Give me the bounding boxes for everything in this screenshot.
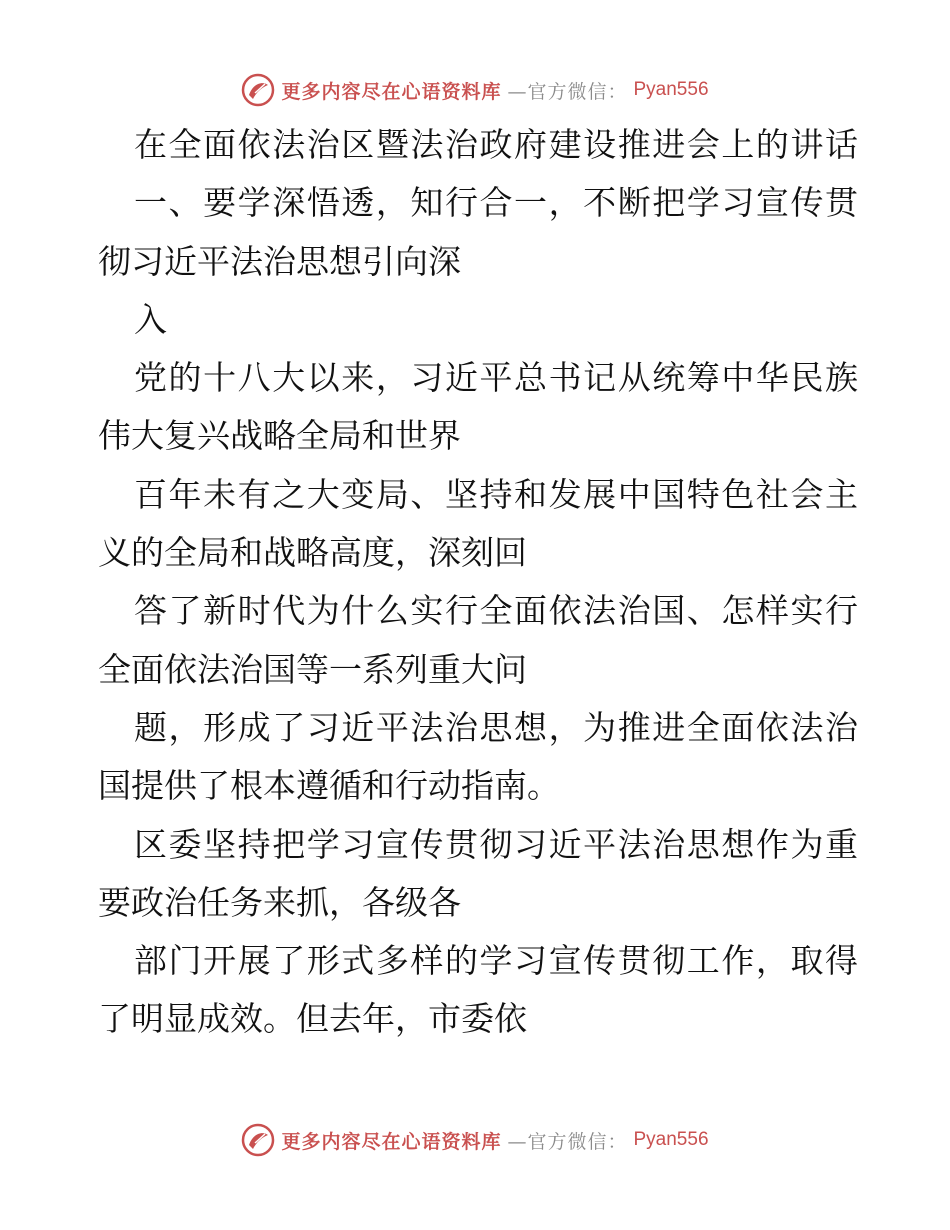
paragraph-line: 伟大复兴战略全局和世界: [98, 416, 461, 456]
library-logo-icon: [241, 1123, 275, 1157]
section-heading: 一、要学深悟透，知行合一，不断把学习宣传贯: [134, 183, 858, 223]
banner-separator: —官方微信：: [507, 1130, 628, 1153]
paragraph-line: 题，形成了习近平法治思想，为推进全面依法治: [134, 707, 858, 747]
paragraph-line: 党的十八大以来，习近平总书记从统筹中华民族: [134, 358, 858, 398]
document-title: 在全面依法治区暨法治政府建设推进会上的讲话: [134, 125, 858, 164]
paragraph-line: 国提供了根本遵循和行动指南。: [98, 766, 560, 806]
paragraph-line: 了明显成效。但去年，市委依: [98, 999, 527, 1039]
footer-banner: [0, 1120, 950, 1160]
section-heading-cont: 彻习近平法治思想引向深: [98, 241, 461, 281]
document-body: [98, 116, 858, 1049]
section-heading-end: 入: [134, 299, 167, 339]
paragraph-line: 部门开展了形式多样的学习宣传贯彻工作，取得: [134, 941, 858, 981]
banner-title: 更多内容尽在心语资料库: [281, 80, 502, 103]
header-banner: [0, 70, 950, 110]
paragraph-line: 义的全局和战略高度，深刻回: [98, 533, 527, 573]
paragraph-line: 百年未有之大变局、坚持和发展中国特色社会主: [134, 474, 858, 514]
paragraph-line: 答了新时代为什么实行全面依法治国、怎样实行: [134, 591, 858, 631]
paragraph-line: 要政治任务来抓，各级各: [98, 882, 461, 922]
paragraph-line: 全面依法治国等一系列重大问: [98, 649, 527, 689]
banner-title: 更多内容尽在心语资料库: [281, 1130, 502, 1153]
banner-wechat-id: Pyan556: [633, 79, 709, 100]
paragraph-line: 区委坚持把学习宣传贯彻习近平法治思想作为重: [134, 824, 858, 864]
library-logo-icon: [241, 73, 275, 107]
banner-separator: —官方微信：: [507, 80, 628, 103]
banner-wechat-id: Pyan556: [633, 1129, 709, 1150]
